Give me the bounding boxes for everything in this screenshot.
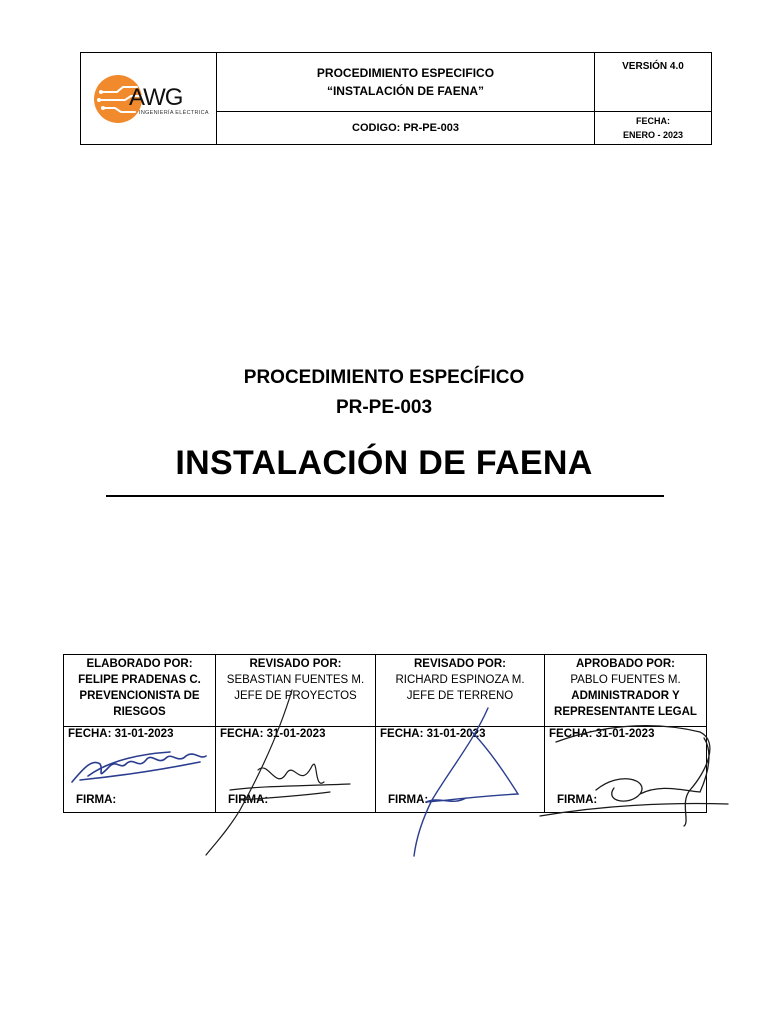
approval-position: JEFE DE PROYECTOS — [234, 690, 357, 702]
logo-tagline: INGENIERÍA ELÉCTRICA — [139, 109, 209, 116]
signature-label: FIRMA: — [228, 794, 269, 806]
logo-cell — [81, 53, 217, 145]
approval-role: APROBADO POR: — [575, 658, 676, 670]
version-label: VERSIÓN 4.0 — [622, 61, 684, 72]
signature-cell — [64, 727, 216, 813]
logo-wordmark: AWG — [129, 83, 183, 111]
procedure-code: PR-PE-003 — [335, 397, 433, 418]
procedure-heading: PROCEDIMIENTO ESPECÍFICO — [243, 367, 525, 388]
approval-cell-revisado-2 — [376, 655, 545, 727]
approval-cell-revisado-1 — [216, 655, 376, 727]
doc-title-cell — [217, 53, 595, 112]
approval-cell-elaborado — [64, 655, 216, 727]
approval-position: PREVENCIONISTA DE RIESGOS — [79, 690, 200, 718]
signature-label: FIRMA: — [388, 794, 429, 806]
approval-cell-aprobado — [545, 655, 707, 727]
approval-position: ADMINISTRADOR Y REPRESENTANTE LEGAL — [554, 690, 697, 718]
approval-name: PABLO FUENTES M. — [570, 674, 681, 686]
doc-code: CODIGO: PR-PE-003 — [217, 112, 595, 145]
signature-label: FIRMA: — [557, 794, 598, 806]
approval-role: ELABORADO POR: — [86, 658, 193, 670]
document-header — [80, 52, 712, 145]
doc-type: PROCEDIMIENTO ESPECIFICO — [316, 66, 495, 80]
title-divider — [106, 495, 664, 497]
date-label: FECHA: — [636, 116, 670, 126]
approval-role: REVISADO POR: — [249, 658, 342, 670]
approval-position: JEFE DE TERRENO — [406, 690, 514, 702]
approval-name: FELIPE PRADENAS C. — [78, 674, 201, 686]
approval-name: SEBASTIAN FUENTES M. — [226, 674, 365, 686]
approval-date: FECHA: 31-01-2023 — [68, 728, 174, 740]
approval-role: REVISADO POR: — [413, 658, 506, 670]
date-cell — [595, 112, 712, 145]
date-value: ENERO - 2023 — [622, 130, 684, 140]
approval-date: FECHA: 31-01-2023 — [220, 728, 326, 740]
signature-cell — [216, 727, 376, 813]
approval-date: FECHA: 31-01-2023 — [549, 728, 655, 740]
approval-name: RICHARD ESPINOZA M. — [395, 674, 525, 686]
signature-cell — [376, 727, 545, 813]
doc-name: “INSTALACIÓN DE FAENA” — [326, 84, 485, 98]
approval-date: FECHA: 31-01-2023 — [380, 728, 486, 740]
company-logo — [81, 54, 216, 144]
approval-table — [63, 654, 707, 813]
version-cell — [595, 53, 712, 112]
signature-cell — [545, 727, 707, 813]
signature-label: FIRMA: — [76, 794, 117, 806]
page-title: INSTALACIÓN DE FAENA — [175, 444, 593, 482]
